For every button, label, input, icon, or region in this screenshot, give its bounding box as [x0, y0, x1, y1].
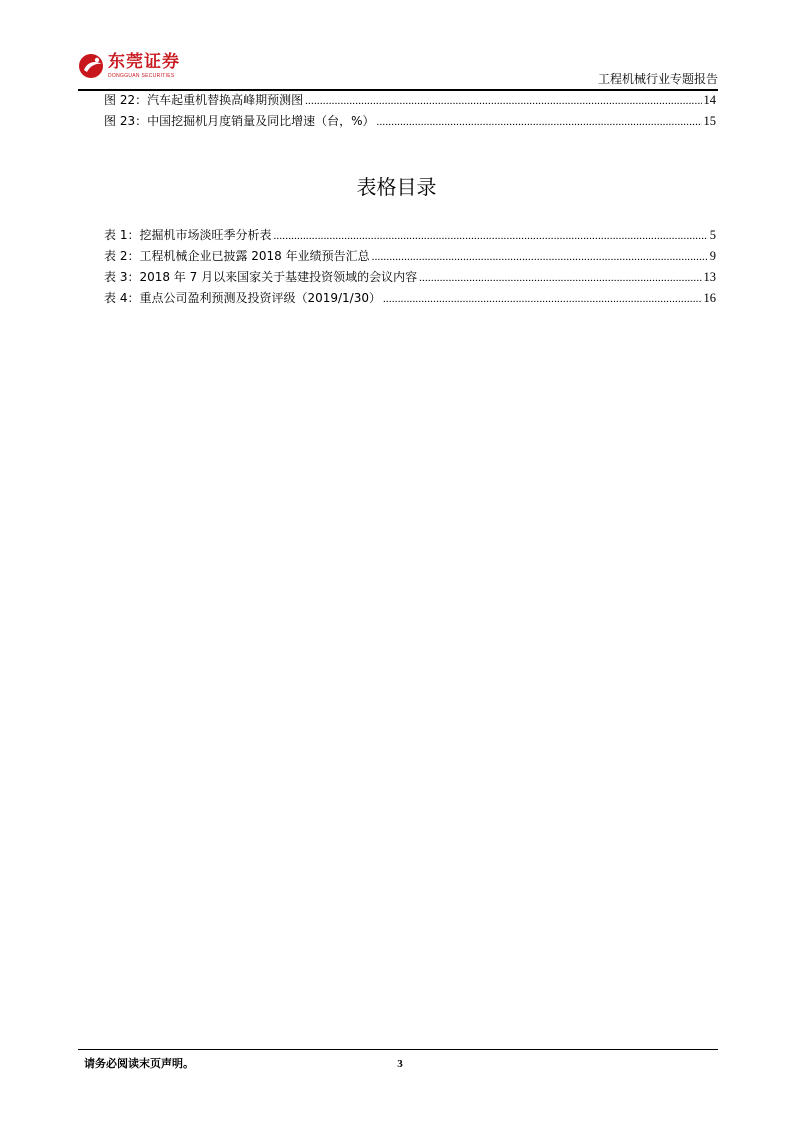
logo-text — [108, 52, 180, 79]
toc-entry-label: 表 3：2018 年 7 月以来国家关于基建投资领域的会议内容 — [104, 270, 418, 284]
header-divider — [78, 89, 718, 91]
toc-entry-label: 表 4：重点公司盈利预测及投资评级（2019/1/30） — [104, 291, 381, 305]
table-toc-entry-3[interactable] — [104, 269, 716, 285]
toc-entry-label: 表 1：挖掘机市场淡旺季分析表 — [104, 228, 272, 242]
toc-entry-page: 5 — [709, 228, 716, 242]
toc-leader-dots — [372, 249, 708, 265]
footer-divider — [78, 1049, 718, 1050]
page-header — [78, 48, 718, 90]
toc-entry-label: 图 23：中国挖掘机月度销量及同比增速（台，%） — [104, 114, 375, 128]
logo-english-name: DONGGUAN SECURITIES — [108, 73, 175, 79]
report-title: 工程机械行业专题报告 — [597, 72, 718, 86]
toc-entry-label: 图 22：汽车起重机替换高峰期预测图 — [104, 93, 304, 107]
table-toc-entry-1[interactable] — [104, 227, 716, 243]
toc-leader-dots — [305, 93, 701, 109]
toc-entry-label: 表 2：工程机械企业已披露 2018 年业绩预告汇总 — [104, 249, 370, 263]
table-toc-heading: 表格目录 — [356, 175, 437, 199]
figure-toc-entry-23[interactable] — [104, 113, 716, 129]
dongguan-securities-logo-icon — [78, 52, 106, 80]
toc-entry-page: 14 — [703, 93, 716, 107]
toc-leader-dots — [383, 291, 702, 307]
toc-leader-dots — [419, 270, 701, 286]
table-toc-entry-2[interactable] — [104, 248, 716, 264]
toc-leader-dots — [377, 114, 702, 130]
company-logo — [78, 52, 180, 88]
toc-leader-dots — [273, 228, 707, 244]
footer-disclaimer-note: 请务必阅读末页声明。 — [84, 1057, 194, 1070]
logo-chinese-name: 东莞证券 — [108, 52, 180, 72]
figure-toc-entry-22[interactable] — [104, 92, 716, 108]
footer-page-number: 3 — [397, 1058, 403, 1070]
toc-entry-page: 16 — [703, 291, 716, 305]
toc-entry-page: 15 — [703, 114, 716, 128]
toc-entry-page: 13 — [703, 270, 716, 284]
table-toc-entry-4[interactable] — [104, 290, 716, 306]
toc-entry-page: 9 — [709, 249, 716, 263]
